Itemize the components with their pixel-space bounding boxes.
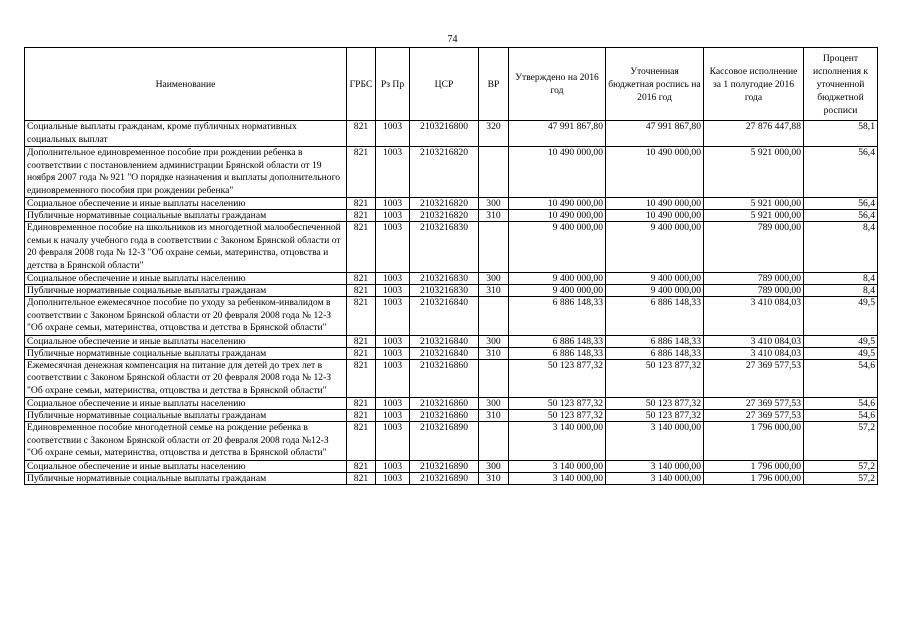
header-rzpr: Рз Пр [376, 48, 410, 121]
row-refined: 3 140 000,00 [606, 422, 704, 461]
row-cash: 1 796 000,00 [704, 472, 804, 484]
row-grbs: 821 [347, 410, 376, 422]
row-name: Единовременное пособие многодетной семье на рождение ребенка в соответствии с Законом Брянской области от 20 февраля 2008 года №12-З "Об охране семьи, материнства, отцовства и детства в Брянской области" [25, 422, 347, 461]
row-approved: 50 123 877,32 [509, 398, 606, 410]
row-approved: 6 886 148,33 [509, 297, 606, 336]
row-vr: 310 [479, 210, 509, 222]
row-grbs: 821 [347, 472, 376, 484]
row-name: Публичные нормативные социальные выплаты гражданам [25, 347, 347, 359]
row-approved: 9 400 000,00 [509, 285, 606, 297]
row-cash: 27 876 447,88 [704, 121, 804, 147]
row-cash: 5 921 000,00 [704, 198, 804, 210]
row-percent: 57,2 [804, 472, 878, 484]
row-percent: 57,2 [804, 460, 878, 472]
row-csr: 2103216860 [410, 410, 479, 422]
row-name: Публичные нормативные социальные выплаты гражданам [25, 210, 347, 222]
row-cash: 3 410 084,03 [704, 335, 804, 347]
row-grbs: 821 [347, 422, 376, 461]
row-name: Социальные выплаты гражданам, кроме публичных нормативных социальных выплат [25, 121, 347, 147]
row-refined: 6 886 148,33 [606, 347, 704, 359]
row-vr: 300 [479, 335, 509, 347]
row-approved: 6 886 148,33 [509, 335, 606, 347]
header-cash: Кассовое исполнение за 1 полугодие 2016 года [704, 48, 804, 121]
row-cash: 5 921 000,00 [704, 147, 804, 198]
row-approved: 47 991 867,80 [509, 121, 606, 147]
row-csr: 2103216820 [410, 147, 479, 198]
table-row [25, 472, 878, 484]
row-vr: 300 [479, 273, 509, 285]
row-rzpr: 1003 [376, 297, 410, 336]
table-row [25, 335, 878, 347]
row-csr: 2103216830 [410, 222, 479, 273]
row-vr: 310 [479, 285, 509, 297]
row-grbs: 821 [347, 222, 376, 273]
row-vr: 300 [479, 460, 509, 472]
row-vr: 300 [479, 198, 509, 210]
row-csr: 2103216820 [410, 210, 479, 222]
row-grbs: 821 [347, 359, 376, 398]
row-percent: 56,4 [804, 198, 878, 210]
row-rzpr: 1003 [376, 335, 410, 347]
row-vr [479, 222, 509, 273]
row-name: Социальное обеспечение и иные выплаты населению [25, 198, 347, 210]
row-cash: 789 000,00 [704, 222, 804, 273]
row-vr [479, 359, 509, 398]
row-cash: 789 000,00 [704, 285, 804, 297]
table-row [25, 121, 878, 147]
row-cash: 1 796 000,00 [704, 460, 804, 472]
header-percent: Процент исполнения к уточненной бюджетной росписи [804, 48, 878, 121]
row-grbs: 821 [347, 347, 376, 359]
row-rzpr: 1003 [376, 285, 410, 297]
row-approved: 50 123 877,32 [509, 410, 606, 422]
row-vr [479, 422, 509, 461]
row-csr: 2103216830 [410, 273, 479, 285]
row-name: Публичные нормативные социальные выплаты гражданам [25, 285, 347, 297]
row-refined: 6 886 148,33 [606, 335, 704, 347]
row-csr: 2103216840 [410, 297, 479, 336]
row-approved: 3 140 000,00 [509, 472, 606, 484]
row-approved: 9 400 000,00 [509, 222, 606, 273]
table-row [25, 273, 878, 285]
table-row [25, 222, 878, 273]
row-percent: 58,1 [804, 121, 878, 147]
row-grbs: 821 [347, 297, 376, 336]
row-csr: 2103216860 [410, 398, 479, 410]
row-grbs: 821 [347, 335, 376, 347]
row-refined: 6 886 148,33 [606, 297, 704, 336]
row-rzpr: 1003 [376, 422, 410, 461]
row-name: Социальное обеспечение и иные выплаты населению [25, 460, 347, 472]
row-rzpr: 1003 [376, 198, 410, 210]
row-refined: 3 140 000,00 [606, 472, 704, 484]
row-cash: 27 369 577,53 [704, 410, 804, 422]
table-row [25, 398, 878, 410]
row-vr: 310 [479, 410, 509, 422]
row-percent: 8,4 [804, 222, 878, 273]
row-approved: 6 886 148,33 [509, 347, 606, 359]
row-percent: 56,4 [804, 210, 878, 222]
table-row [25, 359, 878, 398]
table-row [25, 460, 878, 472]
row-csr: 2103216890 [410, 472, 479, 484]
row-refined: 9 400 000,00 [606, 222, 704, 273]
row-rzpr: 1003 [376, 410, 410, 422]
row-rzpr: 1003 [376, 210, 410, 222]
row-name: Социальное обеспечение и иные выплаты населению [25, 273, 347, 285]
row-rzpr: 1003 [376, 222, 410, 273]
header-refined: Уточненная бюджетная роспись на 2016 год [606, 48, 704, 121]
row-rzpr: 1003 [376, 347, 410, 359]
row-rzpr: 1003 [376, 472, 410, 484]
header-approved: Утверждено на 2016 год [509, 48, 606, 121]
header-csr: ЦСР [410, 48, 479, 121]
row-percent: 54,6 [804, 398, 878, 410]
budget-table [24, 47, 878, 485]
row-cash: 3 410 084,03 [704, 347, 804, 359]
row-csr: 2103216890 [410, 422, 479, 461]
row-percent: 54,6 [804, 410, 878, 422]
row-name: Публичные нормативные социальные выплаты гражданам [25, 410, 347, 422]
header-row [25, 48, 878, 121]
row-rzpr: 1003 [376, 359, 410, 398]
row-vr [479, 297, 509, 336]
row-approved: 10 490 000,00 [509, 198, 606, 210]
row-approved: 10 490 000,00 [509, 147, 606, 198]
table-row [25, 422, 878, 461]
row-refined: 10 490 000,00 [606, 147, 704, 198]
row-refined: 10 490 000,00 [606, 210, 704, 222]
row-name: Социальное обеспечение и иные выплаты населению [25, 398, 347, 410]
table-row [25, 410, 878, 422]
row-csr: 2103216830 [410, 285, 479, 297]
row-cash: 1 796 000,00 [704, 422, 804, 461]
page-number: 74 [447, 34, 458, 45]
row-vr: 300 [479, 398, 509, 410]
header-grbs: ГРБС [347, 48, 376, 121]
row-percent: 54,6 [804, 359, 878, 398]
row-refined: 10 490 000,00 [606, 198, 704, 210]
table-row [25, 210, 878, 222]
row-percent: 8,4 [804, 273, 878, 285]
table-row [25, 198, 878, 210]
row-vr [479, 147, 509, 198]
row-approved: 9 400 000,00 [509, 273, 606, 285]
row-cash: 3 410 084,03 [704, 297, 804, 336]
row-rzpr: 1003 [376, 273, 410, 285]
row-percent: 49,5 [804, 347, 878, 359]
row-grbs: 821 [347, 398, 376, 410]
row-refined: 50 123 877,32 [606, 410, 704, 422]
row-refined: 3 140 000,00 [606, 460, 704, 472]
row-refined: 9 400 000,00 [606, 285, 704, 297]
table-row [25, 297, 878, 336]
row-csr: 2103216840 [410, 347, 479, 359]
row-percent: 49,5 [804, 335, 878, 347]
row-percent: 56,4 [804, 147, 878, 198]
row-grbs: 821 [347, 460, 376, 472]
row-cash: 27 369 577,53 [704, 398, 804, 410]
row-csr: 2103216890 [410, 460, 479, 472]
row-grbs: 821 [347, 273, 376, 285]
row-vr: 310 [479, 472, 509, 484]
row-refined: 50 123 877,32 [606, 359, 704, 398]
row-cash: 789 000,00 [704, 273, 804, 285]
row-refined: 47 991 867,80 [606, 121, 704, 147]
row-name: Ежемесячная денежная компенсация на питание для детей до трех лет в соответствии с Законом Брянской области от 20 февраля 2008 года № 12-З "Об охране семьи, материнства, отцовства и детства в Брянской области" [25, 359, 347, 398]
row-grbs: 821 [347, 198, 376, 210]
row-approved: 3 140 000,00 [509, 460, 606, 472]
row-name: Дополнительное ежемесячное пособие по уходу за ребенком-инвалидом в соответствии с Законом Брянской области от 20 февраля 2008 года № 12-З "Об охране семьи, материнства, отцовства и детства в Брянской области" [25, 297, 347, 336]
row-cash: 27 369 577,53 [704, 359, 804, 398]
row-grbs: 821 [347, 285, 376, 297]
row-name: Публичные нормативные социальные выплаты гражданам [25, 472, 347, 484]
row-rzpr: 1003 [376, 147, 410, 198]
table-row [25, 147, 878, 198]
row-csr: 2103216860 [410, 359, 479, 398]
row-vr: 310 [479, 347, 509, 359]
row-grbs: 821 [347, 121, 376, 147]
row-approved: 10 490 000,00 [509, 210, 606, 222]
row-percent: 49,5 [804, 297, 878, 336]
row-rzpr: 1003 [376, 398, 410, 410]
header-vr: ВР [479, 48, 509, 121]
row-cash: 5 921 000,00 [704, 210, 804, 222]
header-name: Наименование [25, 48, 347, 121]
row-csr: 2103216840 [410, 335, 479, 347]
row-csr: 2103216800 [410, 121, 479, 147]
row-name: Дополнительное единовременное пособие при рождении ребенка в соответствии с постановлением администрации Брянской области от 19 ноября 2007 года № 921 "О порядке назначения и выплаты дополнительного единовременного пособия при рождении ребенка" [25, 147, 347, 198]
row-csr: 2103216820 [410, 198, 479, 210]
row-vr: 320 [479, 121, 509, 147]
row-rzpr: 1003 [376, 121, 410, 147]
row-approved: 3 140 000,00 [509, 422, 606, 461]
row-percent: 57,2 [804, 422, 878, 461]
row-name: Социальное обеспечение и иные выплаты населению [25, 335, 347, 347]
row-rzpr: 1003 [376, 460, 410, 472]
table-row [25, 347, 878, 359]
row-refined: 50 123 877,32 [606, 398, 704, 410]
row-grbs: 821 [347, 210, 376, 222]
row-percent: 8,4 [804, 285, 878, 297]
row-refined: 9 400 000,00 [606, 273, 704, 285]
row-name: Единовременное пособие на школьников из многодетной малообеспеченной семьи к началу учебного года в соответствии с Законом Брянской области от 20 февраля 2008 года № 12-З "Об охране семьи, материнства, отцовства и детства в Брянской области" [25, 222, 347, 273]
row-approved: 50 123 877,32 [509, 359, 606, 398]
row-grbs: 821 [347, 147, 376, 198]
table-row [25, 285, 878, 297]
